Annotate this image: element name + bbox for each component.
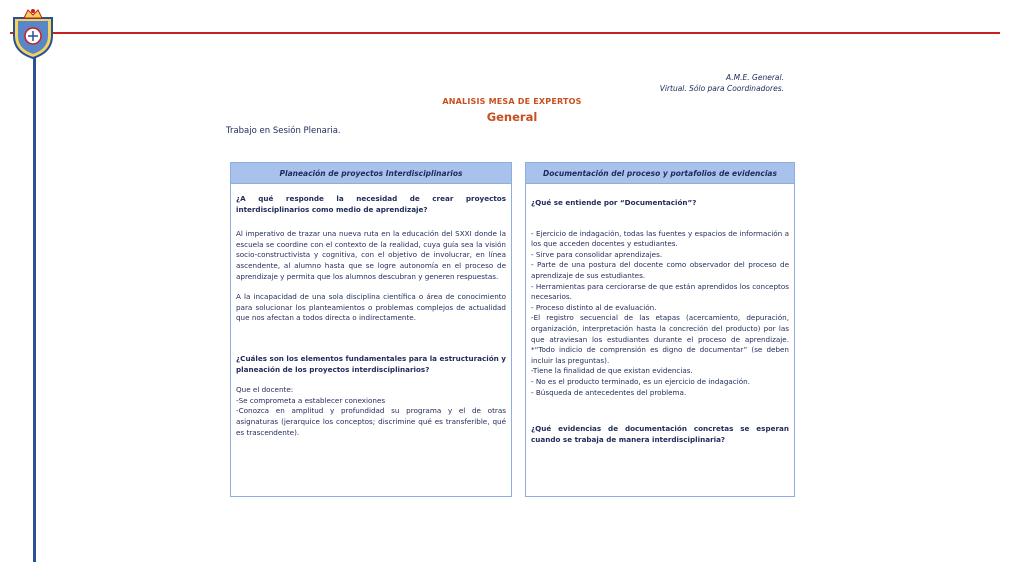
panel-planeacion-title: Planeación de proyectos Interdisciplinarios [231, 163, 511, 184]
question-2: ¿Cuáles son los elementos fundamentales para la estructuración y planeación de los proyectos interdisciplinarios? [236, 353, 506, 374]
header-line-1: A.M.E. General. [726, 73, 784, 82]
list-item: - No es el producto terminado, es un ejercicio de indagación. [531, 376, 750, 386]
panel-documentacion-title: Documentación del proceso y portafolios de evidencias [526, 163, 794, 184]
header-line-2: Virtual. Sólo para Coordinadores. [659, 84, 784, 93]
question-2: ¿Qué evidencias de documentación concretas se esperan cuando se trabaja de manera interdisciplinaria? [531, 424, 789, 444]
answer-paragraph-1: Al imperativo de trazar una nueva ruta en la educación del SXXI donde la escuela se coordine con el contexto de la realidad, cuya guía sea la visión socio-constructivista y cognitiva, con el objetivo de involucrar, en línea ascendente, al alumno hasta que se logre autonomía en el proceso de aprendizaje y permita que los alumnos descubran y generen respuestas. [236, 229, 506, 281]
list-item: - Parte de una postura del docente como observador del proceso de aprendizaje de sus estudiantes. [531, 260, 789, 280]
answer-paragraph-2: A la incapacidad de una sola disciplina científica o área de conocimiento para solucionar los planteamientos o problemas complejos de actualidad que nos afectan a todos directa o indirectamente. [236, 292, 506, 323]
list-item: -El registro secuencial de las etapas (acercamiento, depuración, organización, interpretación hasta la concreción del producto) por las que atraviesan los estudiantes durante el proceso de aprendizaje. *“Todo indicio de comprensión es digno de documentar” (se deben incluir las preguntas). [531, 313, 789, 365]
panel-planeacion [230, 162, 512, 497]
document-header [660, 72, 784, 94]
answer-line: -Se comprometa a establecer conexiones [236, 395, 386, 405]
list-item: -Tiene la finalidad de que existan evidencias. [531, 366, 693, 376]
panel-documentacion-body [526, 184, 794, 445]
question-1: ¿A qué responde la necesidad de crear proyectos interdisciplinarios como medio de aprendizaje? [236, 194, 506, 214]
horizontal-rule [10, 32, 1000, 34]
list-item: - Sirve para consolidar aprendizajes. [531, 249, 663, 259]
list-item: - Proceso distinto al de evaluación. [531, 302, 657, 312]
panel-planeacion-body [231, 184, 511, 438]
document-title: ANALISIS MESA DE EXPERTOS [442, 97, 582, 106]
answer-line: Que el docente: [236, 385, 294, 395]
list-item: - Ejercicio de indagación, todas las fuentes y espacios de información a los que acceden docentes y estudiantes. [531, 228, 789, 249]
panel-documentacion [525, 162, 795, 497]
answer-line: -Conozca en amplitud y profundidad su programa y el de otras asignaturas (jerarquice los conceptos; discrimine qué es transferible, qué es trascendente). [236, 406, 506, 437]
list-item: - Búsqueda de antecedentes del problema. [531, 387, 687, 397]
question-1: ¿Qué se entiende por “Documentación”? [531, 198, 697, 207]
session-label: Trabajo en Sesión Plenaria. [226, 126, 341, 136]
crest-icon [8, 6, 58, 60]
list-item: - Herramientas para cerciorarse de que están aprendidos los conceptos necesarios. [531, 281, 789, 302]
document-subtitle: General [486, 110, 538, 124]
